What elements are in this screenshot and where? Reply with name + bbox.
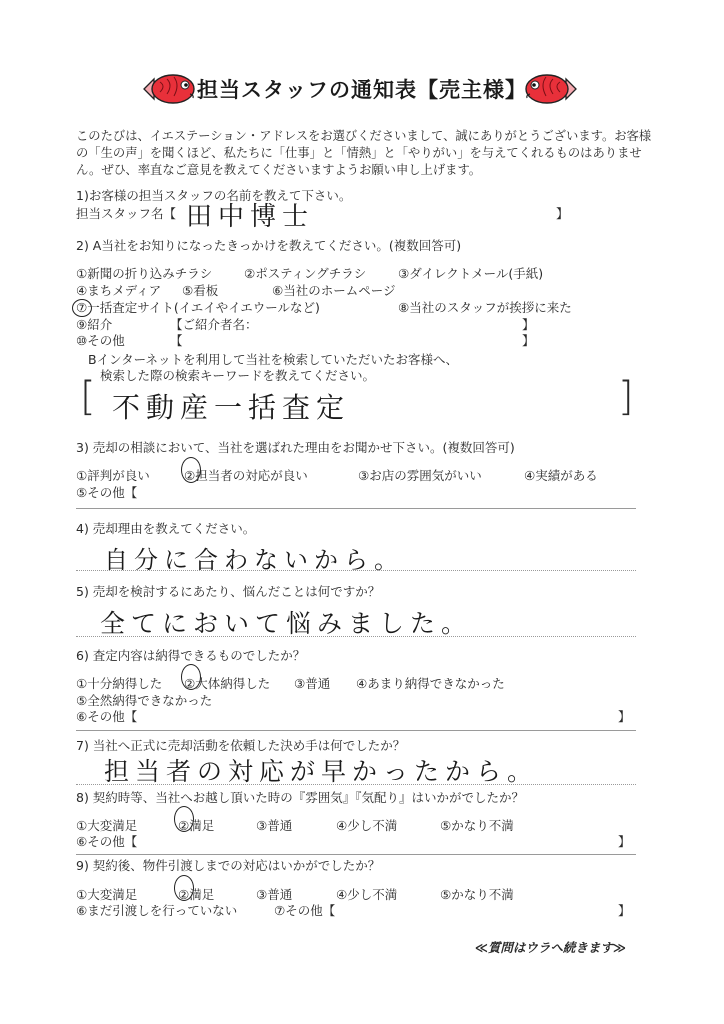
q2-question: 2) A当社をお知りになったきっかけを教えてください。(複数回答可) [76,238,462,253]
q2-option-1: ①新聞の折り込みチラシ [76,266,213,281]
q2-option-7: ⑦一括査定サイト(イエイやイエウールなど) [76,300,320,315]
q3-divider [76,508,636,509]
q8-other-bracket-close: 】 [618,834,631,849]
q6-other-bracket-close: 】 [618,709,631,724]
q8-option-1: ①大変満足 [76,818,138,833]
q3-option-3: ③お店の雰囲気がいい [358,468,482,483]
q5-question: 5) 売却を検討するにあたり、悩んだことは何ですか？ [76,584,381,599]
q2b-bracket-close: ] [618,374,634,420]
q6-option-1: ①十分納得した [76,676,163,691]
q5-answer-handwritten: 全てにおいて悩みました。 [100,609,473,638]
q8-option-4: ④少し不満 [336,818,398,833]
q1-question: 1)お客様の担当スタッフの名前を教えて下さい。 [76,188,352,203]
q3-option-5: ⑤その他【 [76,485,138,500]
q2-option-3: ③ダイレクトメール(手紙) [398,266,544,281]
q8-option-3: ③普通 [256,818,293,833]
q2-other-bracket-open: 【 [170,333,183,348]
q2-option-9: ⑨紹介 [76,317,113,332]
q2-option-6: ⑥当社のホームページ [272,283,396,298]
q4-question: 4) 売却理由を教えてください。 [76,521,256,536]
q3-option-2-circle-mark [181,457,201,483]
q9-option-7: ⑦その他【 [274,903,336,918]
q2-referrer-bracket-close: 】 [522,317,535,332]
q9-option-1: ①大変満足 [76,887,138,902]
q3-option-1: ①評判が良い [76,468,150,483]
q1-bracket-close: 】 [556,206,569,221]
q2-option-10: ⑩その他 [76,333,125,348]
q9-option-2: ②満足 [178,887,215,902]
q9-option-6: ⑥まだ引渡しを行っていない [76,903,238,918]
q6-option-2: ②大体納得した [184,676,271,691]
q2-option-4: ④まちメディア [76,283,162,298]
q9-question: 9) 契約後、物件引渡しまでの対応はいかがでしたか？ [76,858,381,873]
q5-answer-line [76,636,636,637]
q3-question: 3) 売却の相談において、当社を選ばれた理由をお聞かせ下さい。(複数回答可) [76,440,515,455]
continued-on-back-note: ≪質問はウラへ続きます≫ [474,940,626,955]
q7-question: 7) 当社へ正式に売却活動を依頼した決め手は何でしたか？ [76,738,406,753]
q4-answer-line [76,570,636,571]
q9-option-4: ④少し不満 [336,887,398,902]
q6-question: 6) 査定内容は納得できるものでしたか？ [76,648,306,663]
q7-answer-line [76,784,636,785]
q3-option-2: ②担当者の対応が良い [184,468,308,483]
q2-option-7-circle-mark [72,299,92,317]
q8-option-6: ⑥その他【 [76,834,138,849]
intro-paragraph: このたびは、イエステーション・アドレスをお選びくださいまして、誠にありがとうございます。お客様の「生の声」を聞くほど、私たちに「仕事」と「情熱」と「やりがい」を与えてくれるものはありません。ぜひ、率直なご意見を教えてくださいますようお願い申し上げます。 [76,129,652,177]
q8-divider [76,854,636,855]
q2-option-8: ⑧当社のスタッフが挨拶に来た [398,300,572,315]
q2-other-bracket-close: 】 [522,333,535,348]
q1-answer-handwritten: 田中博士 [186,202,315,232]
q4-answer-handwritten: 自分に合わないから。 [104,546,404,574]
q2b-question-line2: 検索した際の検索キーワードを教えてください。 [100,368,376,383]
q2-referrer-label: 【ご紹介者名： [170,317,258,332]
q8-option-5: ⑤かなり不満 [440,818,514,833]
q9-option-2-circle-mark [174,875,194,901]
q6-option-2-circle-mark [181,664,201,690]
q1-label: 担当スタッフ名【 [76,206,177,221]
q7-answer-handwritten: 担当者の対応が早かったから。 [104,757,539,786]
q8-option-2: ②満足 [178,818,215,833]
q6-option-3: ③普通 [294,676,331,691]
q6-divider [76,730,636,731]
q2-option-5: ⑤看板 [182,283,219,298]
q3-option-4: ④実績がある [524,468,598,483]
q6-option-6: ⑥その他【 [76,709,138,724]
q2b-bracket-open: [ [80,374,96,420]
q9-option-5: ⑤かなり不満 [440,887,514,902]
q6-option-4: ④あまり納得できなかった [356,676,505,691]
q9-option-3: ③普通 [256,887,293,902]
page-title: 担当スタッフの通知表【売主様】 [197,78,527,102]
q8-question: 8) 契約時等、当社へお越し頂いた時の『雰囲気』『気配り』はいかがでしたか？ [76,790,525,805]
q8-option-2-circle-mark [174,806,194,832]
q6-option-5: ⑤全然納得できなかった [76,693,213,708]
q2b-answer-handwritten: 不動産一括査定 [112,391,351,424]
q9-other-bracket-close: 】 [618,903,631,918]
q2b-question-line1: Bインターネットを利用して当社を検索していただいたお客様へ、 [88,352,458,367]
q2-option-2: ②ポスティングチラシ [244,266,367,281]
